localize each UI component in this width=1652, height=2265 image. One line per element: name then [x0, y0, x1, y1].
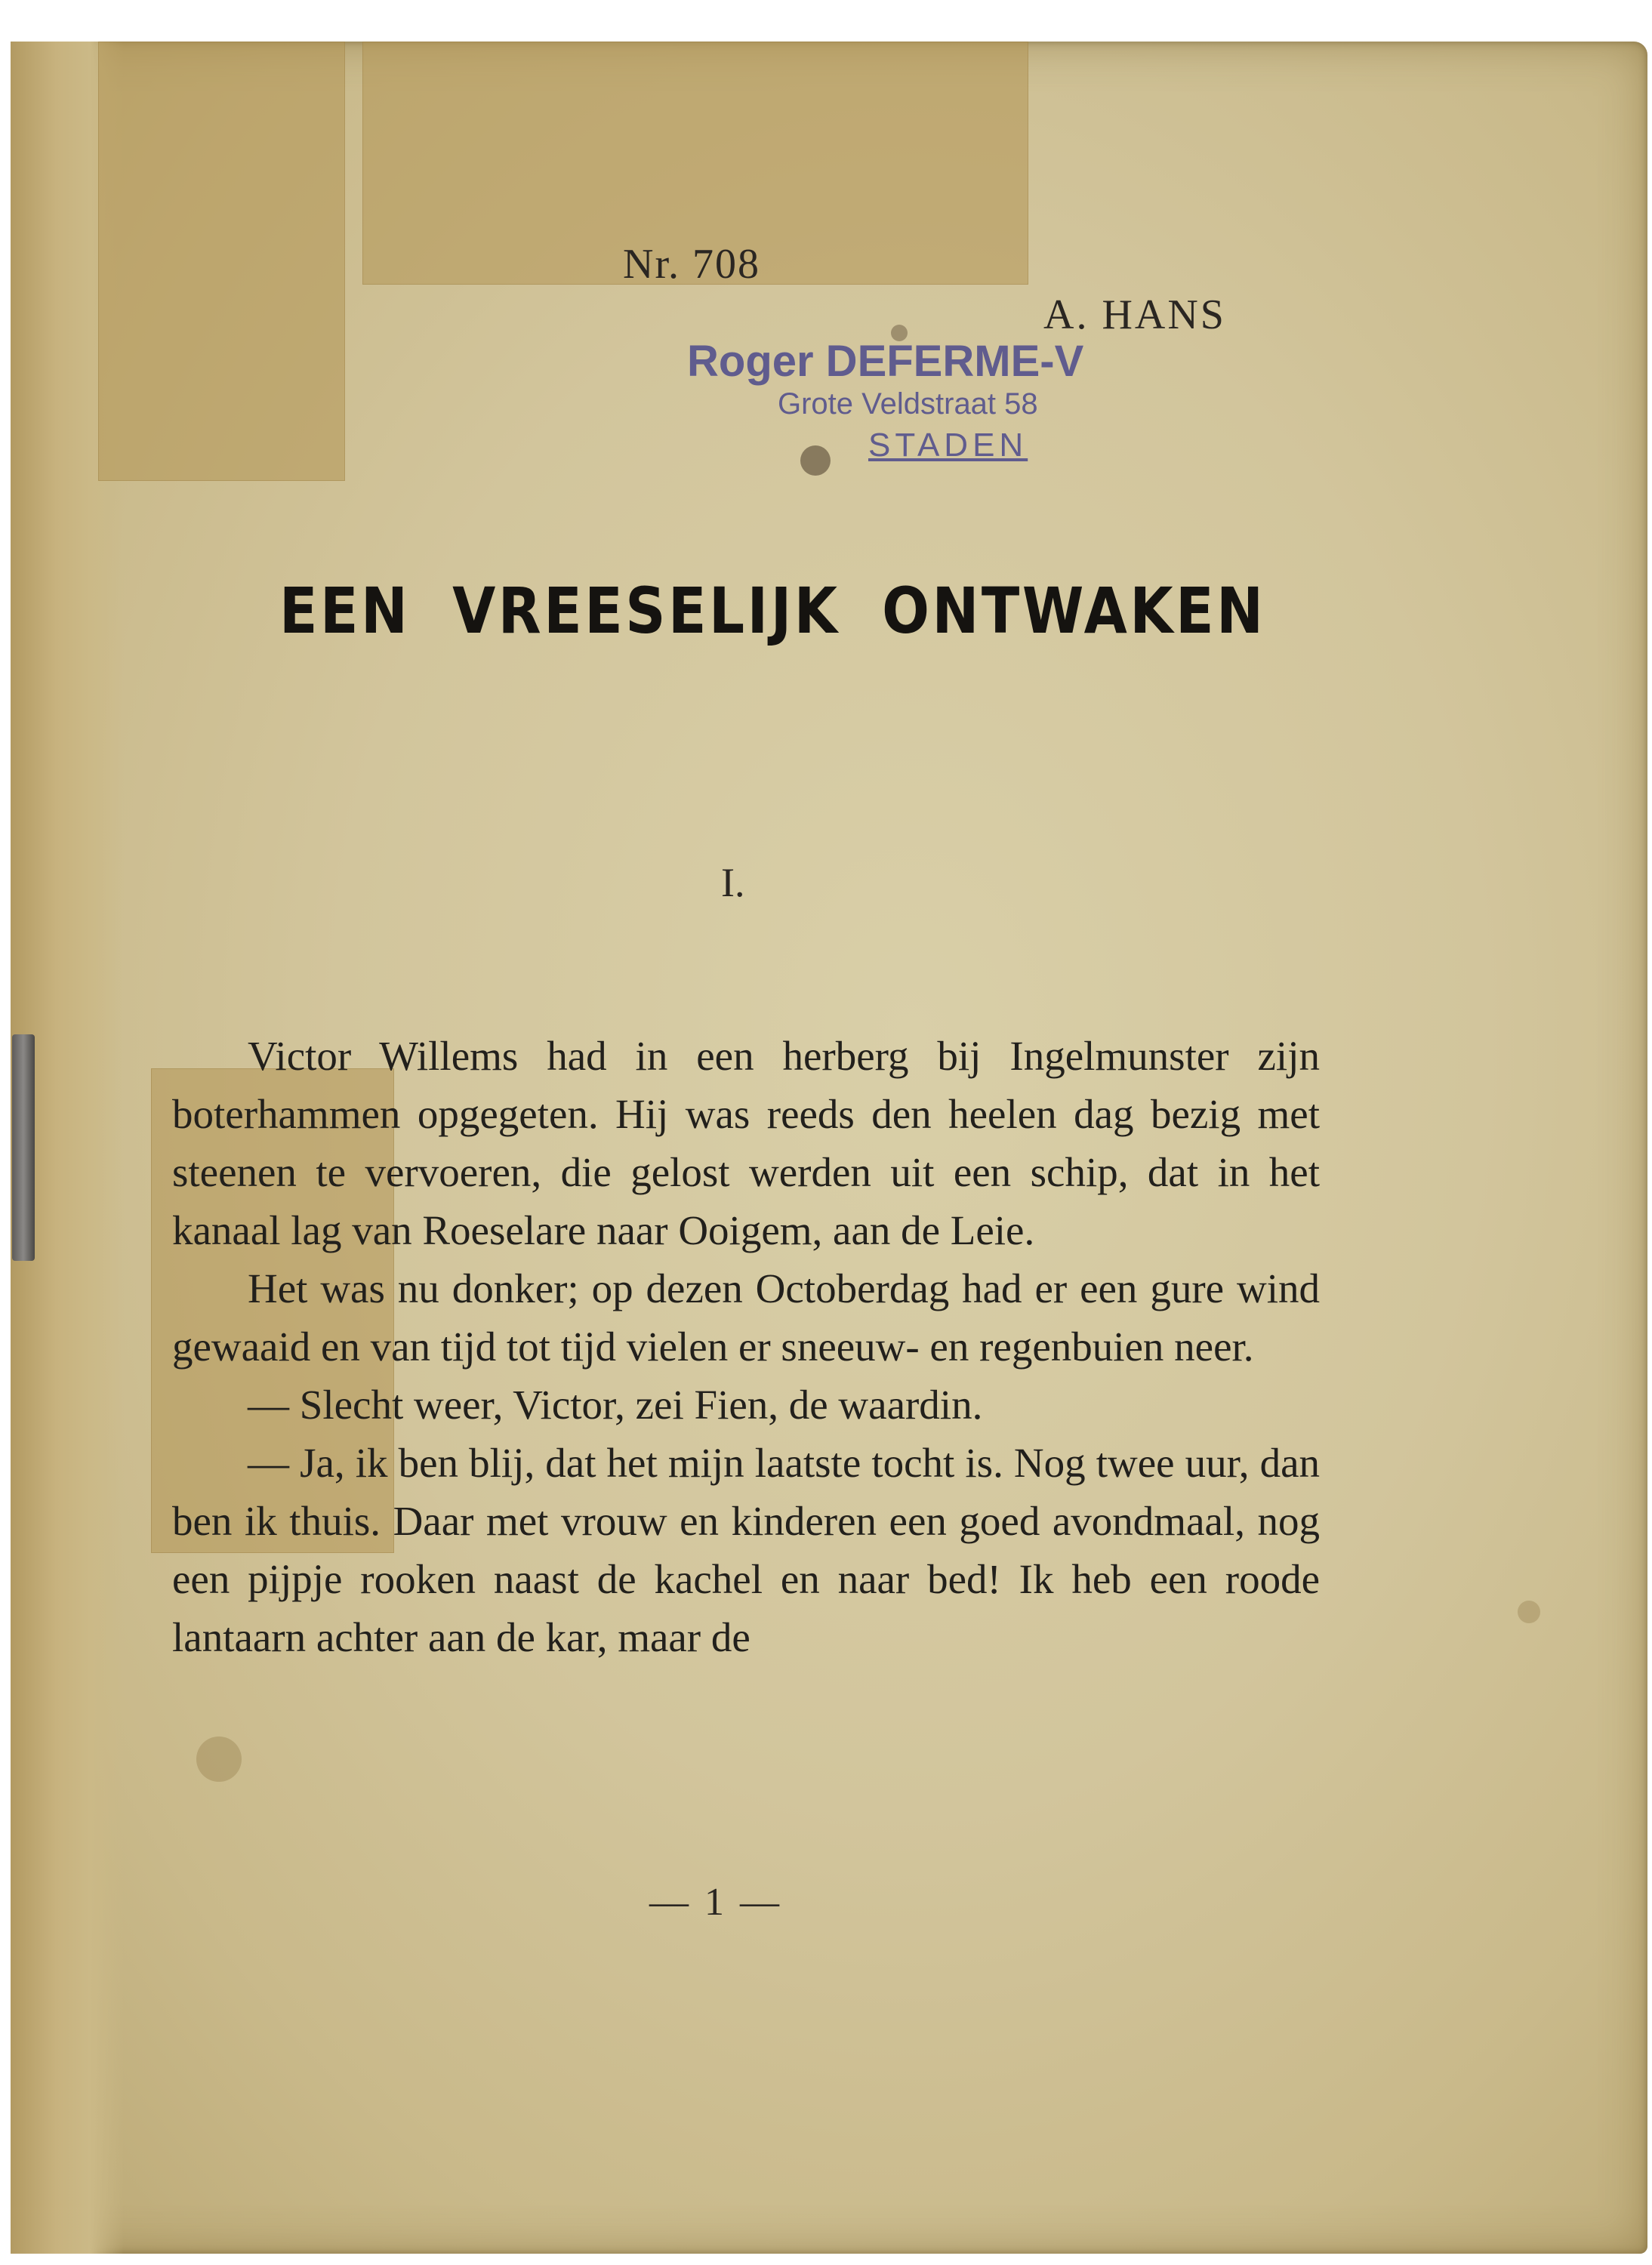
page-number: — 1 —: [649, 1881, 782, 1924]
paragraph: Victor Willems had in een herberg bij Ingelmunster zijn boterhammen opgegeten. Hij was reeds den heelen dag bezig met steenen te vervoeren, die gelost werden uit een schip, dat in het kanaal lag van Roeselare naar Ooigem, aan de Leie.: [172, 1033, 1320, 1253]
age-stain: [1518, 1601, 1540, 1623]
owner-stamp: [680, 336, 1148, 487]
stamp-name: Roger DEFERME-V: [687, 337, 1084, 386]
issue-number: Nr. 708: [623, 241, 760, 288]
stamp-town: STADEN: [868, 427, 1028, 464]
chapter-number: I.: [721, 860, 745, 905]
age-stain: [196, 1736, 242, 1782]
story-title: EEN VREESELIJK ONTWAKEN: [279, 574, 1266, 648]
tape-strip: [98, 42, 345, 481]
stamp-address: Grote Veldstraat 58: [778, 387, 1038, 421]
paragraph: Het was nu donker; op dezen Octoberdag had er een gure wind gewaaid en van tijd tot tijd vielen er sneeuw- en regenbuien neer.: [172, 1265, 1320, 1370]
paragraph: — Slecht weer, Victor, zei Fien, de waardin.: [248, 1382, 983, 1428]
story-body: [172, 1027, 1320, 1666]
paragraph: — Ja, ik ben blij, dat het mijn laatste tocht is. Nog twee uur, dan ben ik thuis. Daar met vrouw en kinderen een goed avondmaal, nog een pijpje rooken naast de kachel en naar bed! Ik heb een roode lantaarn achter aan de kar, maar de: [172, 1440, 1320, 1660]
author-name: A. HANS: [1043, 291, 1226, 338]
staple-clip: [12, 1034, 35, 1261]
